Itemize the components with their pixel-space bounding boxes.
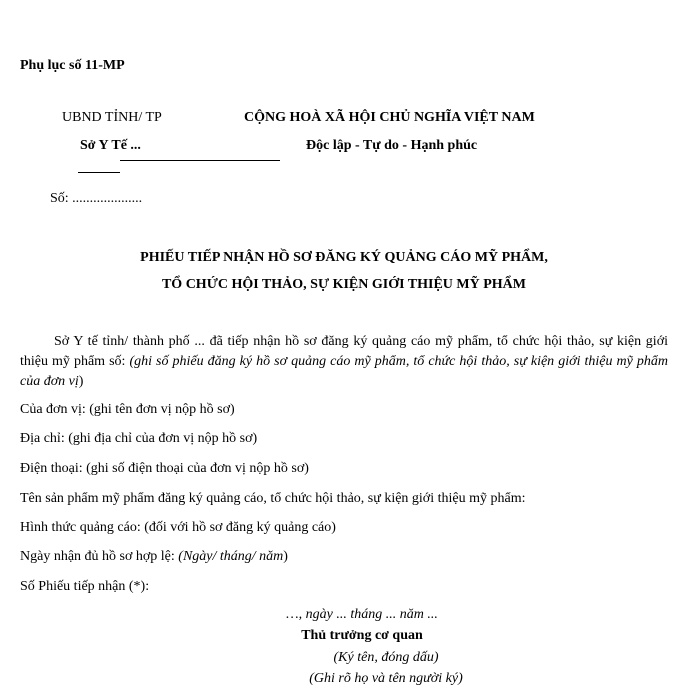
national-title: CỘNG HOÀ XÃ HỘI CHỦ NGHĨA VIỆT NAM xyxy=(244,110,535,125)
date-close: ) xyxy=(283,549,288,564)
appendix-label: Phụ lục số 11-MP xyxy=(20,58,125,73)
document-title-line2: TỔ CHỨC HỘI THẢO, SỰ KIỆN GIỚI THIỆU MỸ PHẨM xyxy=(161,277,527,292)
national-motto: Độc lập - Tự do - Hạnh phúc xyxy=(306,138,478,153)
date-italic: (Ngày/ tháng/ năm xyxy=(178,549,284,564)
place-date: …, ngày ... tháng ... năm ... xyxy=(286,607,438,622)
signer-title: Thủ trưởng cơ quan xyxy=(301,628,423,643)
department-underline xyxy=(120,160,280,161)
department-name: Sở Y Tế ... xyxy=(80,138,141,153)
name-note: (Ghi rõ họ và tên người ký) xyxy=(309,671,463,686)
intro-paragraph xyxy=(20,332,668,392)
product-line: Tên sản phẩm mỹ phẩm đăng ký quảng cáo, tổ chức hội thảo, sự kiện giới thiệu mỹ phẩm: xyxy=(20,491,526,506)
authority-name: UBND TỈNH/ TP xyxy=(62,110,162,125)
phone-line: Điện thoại: (ghi số điện thoại của đơn vị nộp hồ sơ) xyxy=(20,461,309,476)
date-line xyxy=(20,549,288,565)
sign-note: (Ký tên, đóng dấu) xyxy=(333,650,439,665)
receipt-number-line: Số Phiếu tiếp nhận (*): xyxy=(20,579,150,594)
intro-close: ) xyxy=(78,374,84,389)
date-label: Ngày nhận đủ hồ sơ hợp lệ: xyxy=(20,549,179,564)
document-title-line1: PHIẾU TIẾP NHẬN HỒ SƠ ĐĂNG KÝ QUẢNG CÁO MỸ PHẨM, xyxy=(140,250,548,265)
address-line: Địa chỉ: (ghi địa chỉ của đơn vị nộp hồ sơ) xyxy=(20,431,258,446)
intro-text: Sở Y tế tỉnh/ thành phố ... đã tiếp nhận hồ sơ đăng ký quảng cáo mỹ phẩm, tổ chức hội thảo, sự kiện giới thiệu mỹ phẩm số: xyxy=(20,334,668,369)
intro-italic-note: (ghi số phiếu đăng ký hồ sơ quảng cáo mỹ phẩm, tổ chức hội thảo, sự kiện giới thiệu mỹ phẩm của đơn vị xyxy=(20,354,668,389)
department-short-underline xyxy=(78,172,120,173)
document-number: Số: .................... xyxy=(50,191,143,206)
form-line: Hình thức quảng cáo: (đối với hồ sơ đăng ký quảng cáo) xyxy=(20,520,336,535)
unit-line: Của đơn vị: (ghi tên đơn vị nộp hồ sơ) xyxy=(20,402,235,417)
